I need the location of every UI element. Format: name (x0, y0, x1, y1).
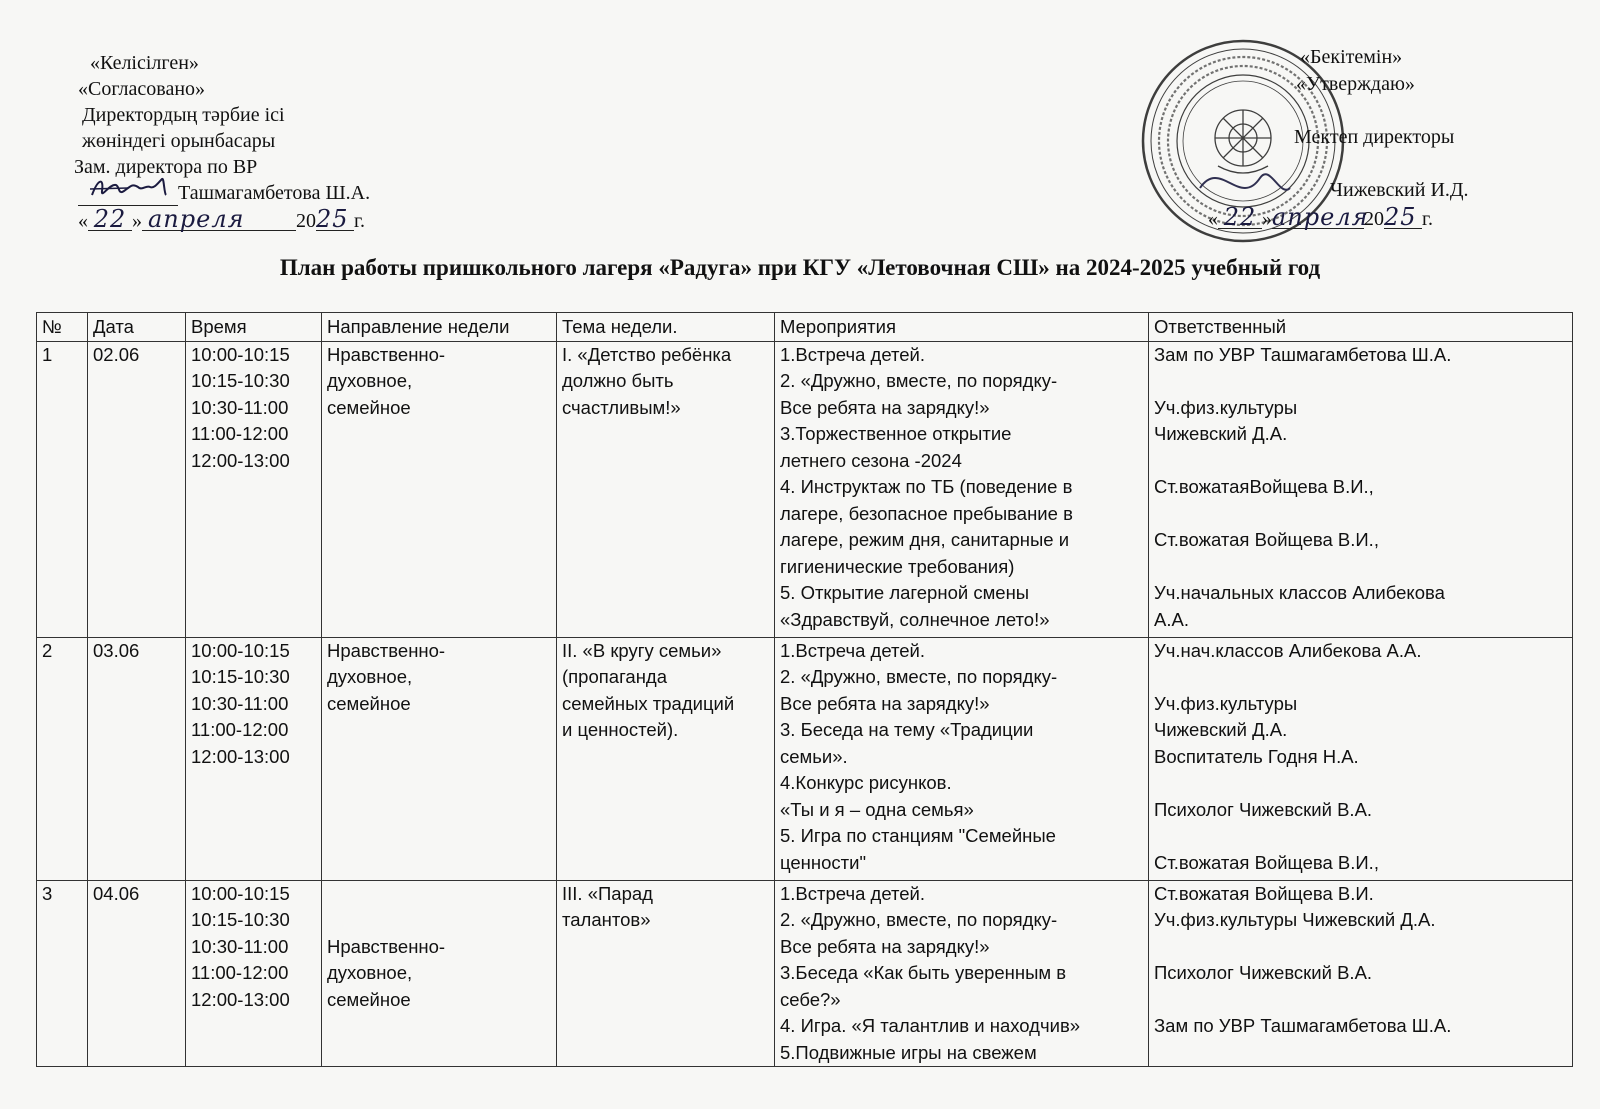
event-line: 3.Беседа «Как быть уверенным в (780, 962, 1067, 983)
direction-line: семейное (327, 988, 411, 1010)
event-line: лагере, безопасное пребывание в (780, 502, 1073, 524)
row-date: 03.06 (88, 637, 186, 880)
date-right-year-end: г. (1422, 208, 1433, 230)
responsible-line: Ст.вожатая Войщева В.И., (1154, 529, 1379, 550)
responsible-line: Ст.вожатаяВойщева В.И., (1154, 476, 1374, 497)
event-line: 5.Подвижные игры на свежем (780, 1041, 1037, 1063)
row-theme (557, 880, 775, 1067)
approval-block-left (74, 50, 371, 234)
header-time: Время (186, 313, 322, 342)
responsible-line (1154, 368, 1567, 395)
theme-line: и ценностей). (562, 719, 679, 740)
direction-line: Нравственно- (327, 639, 446, 661)
row-number: 2 (37, 637, 88, 880)
responsible-line: Зам по УВР Ташмагамбетова Ш.А. (1154, 343, 1452, 365)
header-direction: Направление недели (322, 313, 557, 342)
theme-line: III. «Парад (562, 882, 653, 904)
responsible-line: Ст.вожатая Войщева В.И. (1154, 882, 1374, 904)
signature-left (78, 183, 178, 206)
time-slot: 12:00-13:00 (191, 449, 290, 471)
event-line: 3.Торжественное открытие (780, 423, 1012, 444)
date-right-day: 22 (1218, 206, 1262, 229)
responsible-line: Психолог Чижевский В.А. (1154, 798, 1373, 820)
responsible-line: Уч.физ.культуры (1154, 692, 1298, 714)
direction-line: духовное, (327, 666, 413, 687)
time-slot: 10:30-11:00 (191, 396, 289, 418)
event-line: 2. «Дружно, вместе, по порядку- (780, 666, 1058, 687)
event-line: Все ребята на зарядку!» (780, 396, 990, 418)
time-slot: 10:00-10:15 (191, 343, 290, 365)
time-slot: 10:15-10:30 (191, 909, 290, 930)
event-line: лагере, режим дня, санитарные и (780, 529, 1070, 550)
signature-left-scribble (88, 173, 184, 203)
time-slot: 10:15-10:30 (191, 370, 290, 391)
row-date: 04.06 (88, 880, 186, 1067)
event-line: «Ты и я – одна семья» (780, 798, 974, 820)
row-number: 3 (37, 880, 88, 1067)
row-responsible (1149, 880, 1573, 1067)
document-title: План работы пришкольного лагеря «Радуга» при КГУ «Летовочная СШ» на 2024-2025 учебный год (279, 255, 1321, 280)
event-line: семьи». (780, 745, 848, 767)
date-right-open-quote: « (1208, 208, 1218, 230)
direction-line: Нравственно- (327, 343, 446, 365)
event-line: Все ребята на зарядку!» (780, 935, 990, 957)
row-times (186, 637, 322, 880)
date-left-open-quote: « (78, 210, 88, 232)
row-direction (322, 637, 557, 880)
theme-line: должно быть (562, 370, 674, 391)
approval-right-line2: «Утверждаю» (1296, 73, 1415, 95)
responsible-line (1154, 934, 1567, 961)
plan-table (36, 312, 1573, 1067)
responsible-line: Ст.вожатая Войщева В.И., (1154, 851, 1379, 873)
event-line: 4. Инструктаж по ТБ (поведение в (780, 476, 1073, 497)
header-date: Дата (88, 313, 186, 342)
responsible-line: Чижевский Д.А. (1154, 423, 1288, 444)
direction-line: семейное (327, 396, 411, 418)
row-events (775, 637, 1149, 880)
row-theme (557, 637, 775, 880)
event-line: себе?» (780, 988, 841, 1010)
date-left-year-suffix: 25 (316, 208, 354, 231)
time-slot: 10:15-10:30 (191, 666, 290, 687)
table-row (37, 341, 1573, 637)
time-slot: 12:00-13:00 (191, 988, 290, 1010)
event-line: гигиенические требования) (780, 555, 1015, 577)
time-slot: 11:00-12:00 (191, 423, 289, 444)
responsible-line: Психолог Чижевский В.А. (1154, 962, 1373, 983)
time-slot: 12:00-13:00 (191, 745, 290, 767)
responsible-line: А.А. (1154, 608, 1189, 630)
approval-left-date (78, 205, 370, 234)
event-line: Все ребята на зарядку!» (780, 692, 990, 714)
theme-line: I. «Детство ребёнка (562, 343, 732, 365)
time-slot: 11:00-12:00 (191, 719, 289, 740)
time-slot: 10:30-11:00 (191, 935, 289, 957)
date-right-month: апреля (1272, 203, 1369, 231)
header-theme: Тема недели. (557, 313, 775, 342)
time-slot: 10:30-11:00 (191, 692, 289, 714)
responsible-line (1154, 554, 1567, 581)
event-line: 5. Открытие лагерной смены (780, 582, 1030, 603)
header-events: Мероприятия (775, 313, 1149, 342)
row-direction (322, 880, 557, 1067)
row-times (186, 880, 322, 1067)
responsible-line (1154, 448, 1567, 475)
date-left-year-end: г. (354, 210, 365, 232)
approval-left-signature-line (78, 180, 370, 206)
responsible-line: Зам по УВР Ташмагамбетова Ш.А. (1154, 1015, 1452, 1036)
date-right-year-suffix: 25 (1384, 206, 1422, 229)
table-row (37, 880, 1573, 1067)
row-times (186, 341, 322, 637)
event-line: 2. «Дружно, вместе, по порядку- (780, 370, 1058, 391)
event-line: «Здравствуй, солнечное лето!» (780, 608, 1050, 630)
event-line: 3. Беседа на тему «Традиции (780, 719, 1034, 740)
responsible-line: Чижевский Д.А. (1154, 719, 1288, 740)
direction-line: семейное (327, 692, 411, 714)
responsible-line: Уч.физ.культуры (1154, 396, 1298, 418)
responsible-line (1154, 823, 1567, 850)
row-number: 1 (37, 341, 88, 637)
event-line: 4. Игра. «Я талантлив и находчив» (780, 1015, 1081, 1036)
approval-left-name: Ташмагамбетова Ш.А. (178, 182, 371, 204)
date-right-close-quote: » (1262, 208, 1272, 230)
approval-left-line5: Зам. директора по ВР (74, 156, 258, 178)
header-responsible: Ответственный (1149, 313, 1573, 342)
approval-right-line1: «Бекітемін» (1300, 46, 1403, 68)
date-left-year-prefix: 20 (296, 210, 316, 232)
theme-line: II. «В кругу семьи» (562, 639, 722, 661)
theme-line: талантов» (562, 909, 651, 930)
date-left-month: апреля (142, 208, 296, 231)
table-header-row (37, 313, 1573, 342)
approval-right-name: Чижевский И.Д. (1330, 179, 1469, 201)
event-line: 1.Встреча детей. (780, 639, 926, 661)
responsible-line: Уч.физ.культуры Чижевский Д.А. (1154, 909, 1436, 930)
approval-left-line4: жөніндегі орынбасары (82, 130, 276, 152)
row-responsible (1149, 341, 1573, 637)
event-line: 1.Встреча детей. (780, 882, 926, 904)
approval-left-line3: Директордың тәрбие ісі (82, 104, 285, 126)
date-right-year-prefix: 20 (1364, 208, 1384, 230)
approval-right-date (1208, 203, 1469, 233)
row-events (775, 880, 1149, 1067)
row-events (775, 341, 1149, 637)
event-line: 2. «Дружно, вместе, по порядку- (780, 909, 1058, 930)
event-line: ценности" (780, 851, 867, 873)
responsible-line (1154, 501, 1567, 528)
row-responsible (1149, 637, 1573, 880)
date-left-close-quote: » (132, 210, 142, 232)
direction-line: духовное, (327, 962, 413, 983)
responsible-line (1154, 987, 1567, 1014)
approval-left-line1: «Келісілген» (90, 52, 199, 74)
event-line: летнего сезона -2024 (780, 449, 962, 471)
event-line: 4.Конкурс рисунков. (780, 772, 952, 793)
row-theme (557, 341, 775, 637)
responsible-line: Уч.нач.классов Алибекова А.А. (1154, 639, 1422, 661)
row-date: 02.06 (88, 341, 186, 637)
direction-line: духовное, (327, 370, 413, 391)
approval-block-right (1208, 44, 1469, 233)
event-line: 1.Встреча детей. (780, 343, 926, 365)
header-number: № (37, 313, 88, 342)
table-row (37, 637, 1573, 880)
theme-line: семейных традиций (562, 692, 735, 714)
time-slot: 11:00-12:00 (191, 962, 289, 983)
date-left-day: 22 (88, 208, 132, 231)
approval-left-line2: «Согласовано» (78, 78, 206, 100)
theme-line: (пропаганда (562, 666, 667, 687)
responsible-line: Уч.начальных классов Алибекова (1154, 582, 1445, 603)
theme-line: счастливым!» (562, 396, 681, 418)
responsible-line: Воспитатель Годня Н.А. (1154, 745, 1359, 767)
responsible-line (1154, 770, 1567, 797)
row-direction (322, 341, 557, 637)
time-slot: 10:00-10:15 (191, 639, 290, 661)
direction-line: Нравственно- (327, 935, 446, 957)
time-slot: 10:00-10:15 (191, 882, 290, 904)
event-line: 5. Игра по станциям "Семейные (780, 825, 1056, 846)
responsible-line (1154, 664, 1567, 691)
approval-right-line3: Мектеп директоры (1294, 126, 1455, 148)
